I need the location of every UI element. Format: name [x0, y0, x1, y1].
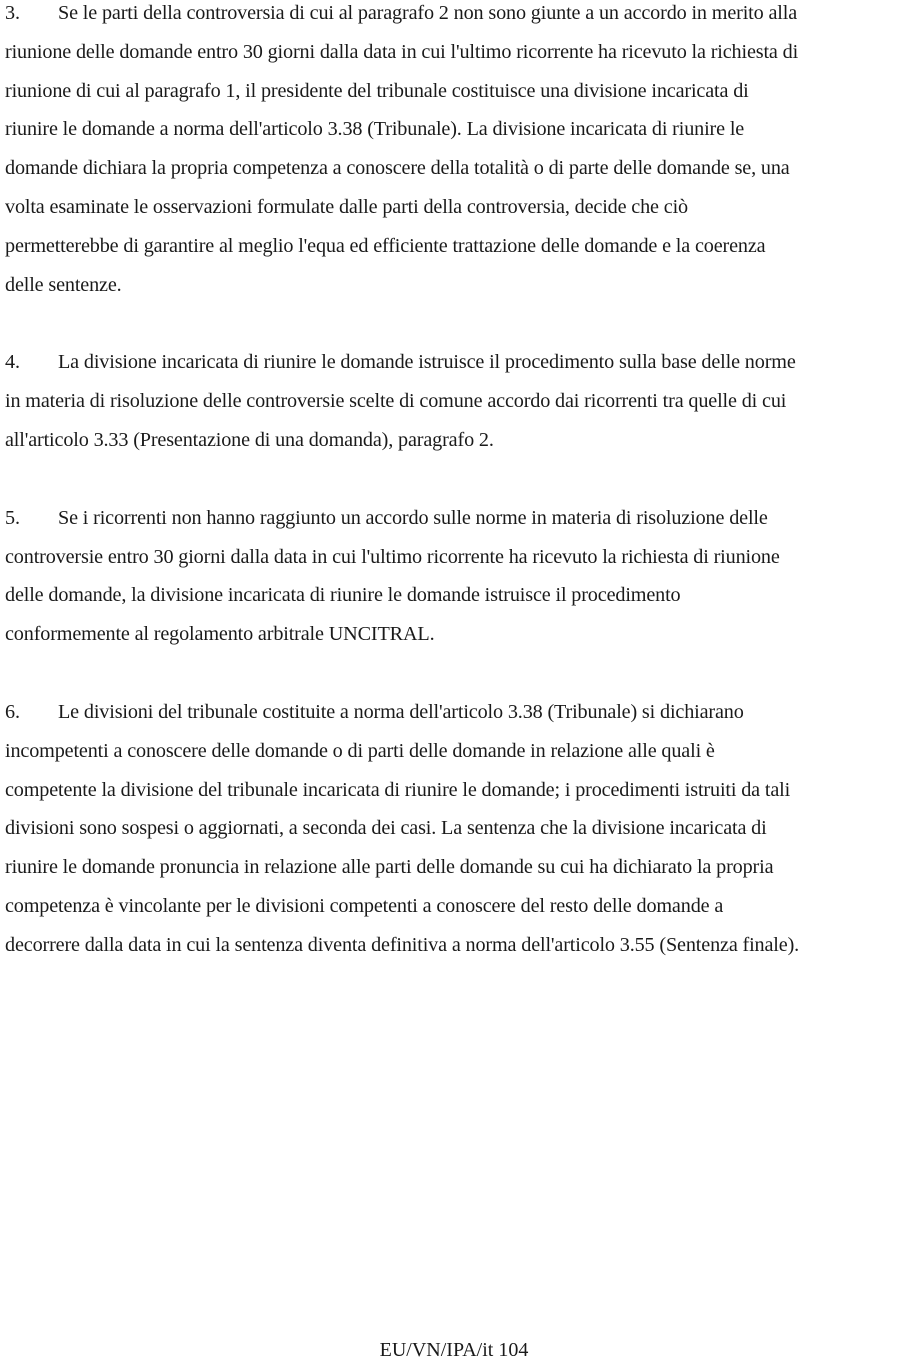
- paragraph-number: 4.: [5, 351, 20, 374]
- paragraph-line: competenza è vincolante per le divisioni competenti a conoscere del resto delle domande a: [5, 894, 724, 917]
- paragraph-line: riunione di cui al paragrafo 1, il presidente del tribunale costituisce una divisione incaricata di: [5, 79, 749, 102]
- paragraph-text: Se le parti della controversia di cui al paragrafo 2 non sono giunte a un accordo in merito alla: [58, 2, 798, 24]
- paragraph-line: riunione delle domande entro 30 giorni dalla data in cui l'ultimo ricorrente ha ricevuto la richiesta di: [5, 40, 799, 63]
- paragraph-line: [5, 499, 908, 538]
- paragraph-line: domande dichiara la propria competenza a conoscere della totalità o di parte delle domande se, una: [5, 157, 790, 180]
- paragraph-text: La divisione incaricata di riunire le domande istruisce il procedimento sulla base delle norme: [58, 351, 796, 374]
- paragraph-5: [5, 499, 908, 654]
- page-reference: EU/VN/IPA/it 104: [379, 1339, 529, 1361]
- paragraph-line: incompetenti a conoscere delle domande o di parti delle domande in relazione alle quali è: [5, 739, 715, 762]
- paragraph-line: permetterebbe di garantire al meglio l'equa ed efficiente trattazione delle domande e la coerenza: [5, 234, 766, 257]
- paragraph-number: 3.: [5, 2, 20, 24]
- paragraph-line: delle sentenze.: [5, 273, 122, 296]
- paragraph-line: [5, 0, 908, 33]
- paragraph-3: [5, 0, 908, 304]
- paragraph-line: competente la divisione del tribunale incaricata di riunire le domande; i procedimenti istruiti da tali: [5, 778, 791, 801]
- paragraph-line: riunire le domande a norma dell'articolo 3.38 (Tribunale). La divisione incaricata di riunire le: [5, 118, 745, 141]
- paragraph-line: decorrere dalla data in cui la sentenza diventa definitiva a norma dell'articolo 3.55 (Sentenza finale).: [5, 933, 800, 956]
- paragraph-line: controversie entro 30 giorni dalla data in cui l'ultimo ricorrente ha ricevuto la richiesta di riunione: [5, 545, 780, 568]
- document-body: [5, 0, 908, 1004]
- paragraph-line: [5, 343, 908, 382]
- paragraph-4: [5, 343, 908, 459]
- paragraph-line: volta esaminate le osservazioni formulate dalle parti della controversia, decide che ciò: [5, 195, 688, 218]
- paragraph-line: delle domande, la divisione incaricata di riunire le domande istruisce il procedimento: [5, 584, 681, 607]
- paragraph-line: conformemente al regolamento arbitrale UNCITRAL.: [5, 623, 435, 646]
- paragraph-line: all'articolo 3.33 (Presentazione di una domanda), paragrafo 2.: [5, 428, 494, 451]
- paragraph-number: 6.: [5, 700, 20, 723]
- page-footer: [0, 1336, 908, 1364]
- paragraph-line: in materia di risoluzione delle controversie scelte di comune accordo dai ricorrenti tra quelle di cui: [5, 390, 787, 413]
- paragraph-line: riunire le domande pronuncia in relazione alle parti delle domande su cui ha dichiarato la propria: [5, 856, 774, 879]
- paragraph-text: Se i ricorrenti non hanno raggiunto un accordo sulle norme in materia di risoluzione delle: [58, 506, 768, 529]
- paragraph-text: Le divisioni del tribunale costituite a norma dell'articolo 3.38 (Tribunale) si dichiarano: [58, 700, 744, 723]
- paragraph-line: divisioni sono sospesi o aggiornati, a seconda dei casi. La sentenza che la divisione incaricata di: [5, 817, 767, 840]
- paragraph-line: [5, 693, 908, 732]
- paragraph-number: 5.: [5, 506, 20, 529]
- paragraph-6: [5, 693, 908, 965]
